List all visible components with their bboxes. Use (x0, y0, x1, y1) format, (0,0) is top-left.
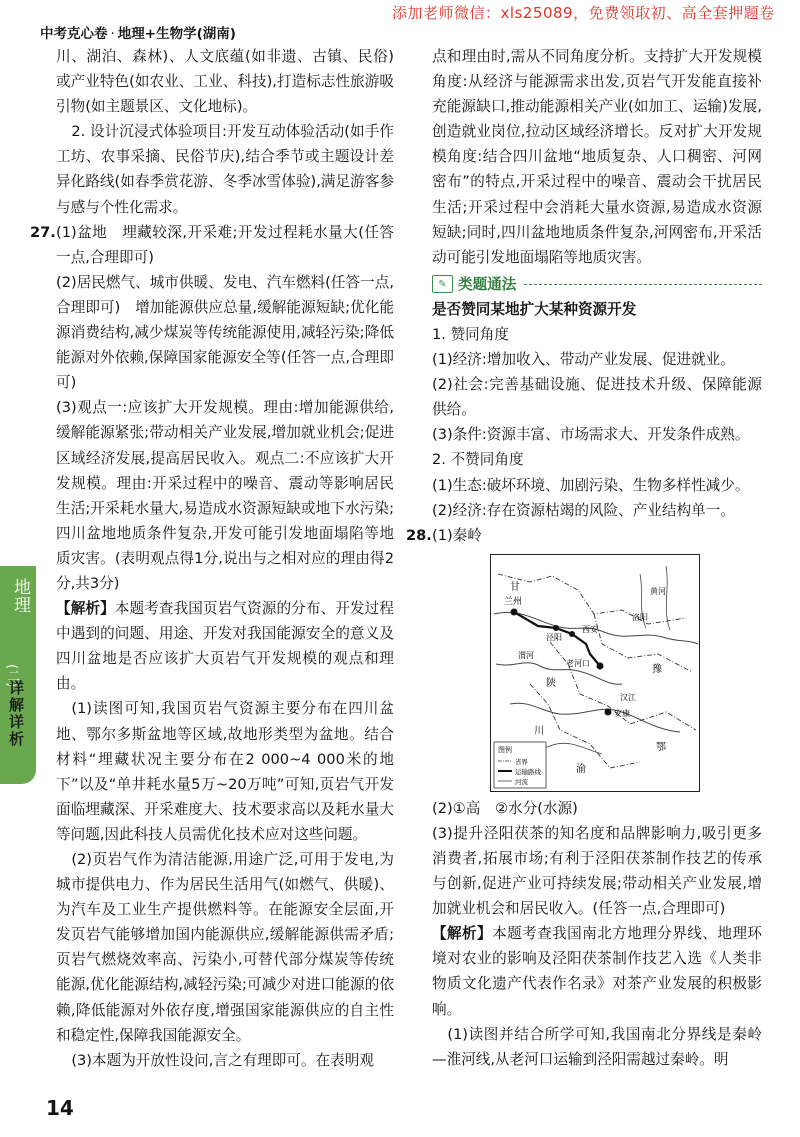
tips-title: 是否赞同某地扩大某种资源开发 (432, 300, 637, 318)
side-tab-title: 地理 (10, 578, 30, 614)
analysis-28-1: (1)读图并结合所学可知,我国南北分界线是秦岭—淮河线,从老河口运输到泾阳需越过秦岭。明 (432, 1025, 762, 1068)
header-separator: · (110, 26, 115, 42)
map-label: 豫 (652, 663, 662, 675)
analysis-28-text: 本题考查我国南北方地理分界线、地理环境对农业的影响及泾阳茯茶制作技艺入选《人类非物质文化遗产代表作名录》对茶产业发展的积极影响。 (432, 925, 762, 1018)
route-map (490, 554, 700, 792)
q27-answer-2: (2)居民燃气、城市供暖、发电、汽车燃料(任答一点,合理即可) 增加能源供应总量,缓解能源短缺;优化能源消费结构,减少煤炭等传统能源使用,减轻污染;降低能源对外依赖,保障国家能源安全等(任答一点,合理即可) (56, 273, 394, 392)
q28-number: 28. (406, 526, 432, 544)
right-column (406, 44, 762, 1072)
side-tab (0, 566, 36, 784)
tips-agree-3: (3)条件:资源丰富、市场需求大、开发条件成熟。 (432, 426, 750, 444)
city-dot-xian (569, 631, 575, 637)
map-label: 黄河 (650, 586, 666, 596)
analysis-27-2: (2)页岩气作为清洁能源,用途广泛,可用于发电,为城市提供电力、作为居民生活用气(如燃气、供暖)、为汽车及工业生产提供燃料等。在能源安全层面,开发页岩气能够增加国内能源供应,缓解能源供需矛盾;页岩气燃烧效率高、污染小,可替代部分煤炭等传统能源,优化能源结构,减轻污染;可减少对进口能源的依赖,降低能源对外依存度,增强国家能源供应的自主性和稳定性,保障我国能源安全。 (56, 851, 394, 1044)
map-label: 渝 (576, 763, 586, 775)
q27-number: 27. (30, 223, 56, 241)
q28-answer-1: (1)秦岭 (432, 526, 482, 544)
method-tips-bar (432, 272, 762, 297)
left-column (30, 44, 394, 1073)
tips-agree-heading: 1. 赞同角度 (432, 325, 509, 343)
tips-disagree-2: (2)经济:存在资源枯竭的风险、产业结构单一。 (432, 501, 735, 519)
subject-title: 地理+生物学(湖南) (117, 26, 236, 42)
q27-answer-1: (1)盆地 埋藏较深,开采难;开发过程耗水量大(任答一点,合理即可) (56, 223, 394, 266)
analysis-27-1: (1)读图可知,我国页岩气资源主要分布在四川盆地、鄂尔多斯盆地等区域,故地形类型为盆地。结合材料“埋藏状况主要分布在2 000~4 000米的地下”以及“单井耗水量5万~20万吨”可知,页岩气开发面临埋藏深、开采难度大、技术要求高以及耗水量大等问题,因此科技人员需优化技术应对这些问题。 (56, 700, 394, 843)
map-label: 西安 (582, 624, 598, 634)
analysis-27-text: 本题考查我国页岩气资源的分布、开发过程中遇到的问题、用途、开发对我国能源安全的意义及四川盆地是否应该扩大页岩气开发规模的观点和理由。 (56, 600, 394, 693)
analysis-27-cont: 点和理由时,需从不同角度分析。支持扩大开发规模角度:从经济与能源需求出发,页岩气开发能直接补充能源缺口,推动能源相关产业(如加工、运输)发展,创造就业岗位,拉动区域经济增长。反对扩大开发规模角度:结合四川盆地“地质复杂、人口稠密、河网密布”的特点,开采过程中的噪音、震动会干扰居民生活;开采过程中会消耗大量水资源,易造成水资源短缺;同时,四川盆地地质条件复杂,河网密布,开采活动可能引发地面塌陷等地质灾害。 (432, 48, 762, 266)
map-label: 汉江 (620, 692, 636, 702)
left-para-2: 2. 设计沉浸式体验项目:开发互动体验活动(如手作工坊、农事采摘、民俗节庆),结合季节或主题设计差异化路线(如春季赏花游、冬季冰雪体验),满足游客参与感与个性化需求。 (56, 123, 394, 216)
side-tab-sub: (二) (4, 664, 19, 688)
analysis-tag: 【解析】 (432, 925, 493, 943)
method-tips-label: 类题通法 (458, 275, 517, 293)
analysis-27-3: (3)本题为开放性设问,言之有理即可。在表明观 (71, 1051, 374, 1069)
side-caption: 详解详析 (7, 680, 25, 748)
legend-title: 图例 (498, 745, 512, 754)
q28-answer-2: (2)①高 ②水分(水源) (432, 799, 578, 817)
map-label: 安康 (614, 708, 630, 718)
city-dot-ankang (605, 708, 612, 715)
map-label: 陕 (546, 677, 556, 689)
analysis-27 (56, 596, 394, 696)
city-dot-jingyang (553, 625, 559, 631)
city-dot-laohekou (597, 662, 604, 669)
q27-answer-3: (3)观点一:应该扩大开发规模。理由:增加能源供给,缓解能源紧张;带动相关产业发展,增加就业机会;促进区域经济发展,提高居民收入。观点二:不应该扩大开发规模。理由:开采过程中的噪音、震动等影响居民生活;开采耗水量大,易造成水资源短缺或地下水污染;四川盆地地质条件复杂,开发可能引发地面塌陷等地质灾害。(表明观点得1分,说出与之相对应的理由得2分,共3分) (56, 399, 394, 592)
dashed-divider (524, 284, 762, 285)
analysis-tag: 【解析】 (56, 600, 115, 618)
left-para-1: 川、湖泊、森林)、人文底蕴(如非遗、古镇、民俗)或产业特色(如农业、工业、科技),打造标志性旅游吸引物(如主题景区、文化地标)。 (56, 48, 394, 116)
legend-item-border: 省界 (515, 757, 528, 766)
legend-item-river: 河流 (515, 777, 528, 786)
map-label: 老河口 (566, 658, 590, 668)
tips-agree-2: (2)社会:完善基础设施、促进技术升级、保障能源供给。 (432, 376, 762, 419)
watermark-text: 添加老师微信：xls25089，免费领取初、高全套押题卷 (392, 4, 775, 22)
map-label: 兰州 (504, 596, 523, 607)
map-label: 甘 (510, 581, 520, 593)
q28-part-1 (406, 523, 762, 548)
pen-book-icon: ✎ (432, 275, 453, 293)
q27-part-1 (30, 220, 394, 270)
map-label: 川 (534, 725, 544, 737)
q28-answer-3: (3)提升泾阳茯茶的知名度和品牌影响力,吸引更多消费者,拓展市场;有利于泾阳茯茶制作技艺的传承与创新,促进产业可持续发展;带动相关产业发展,增加就业机会和居民收入。(任答一点,合理即可) (432, 824, 762, 918)
map-label: 鄂 (656, 741, 666, 753)
tips-disagree-1: (1)生态:破坏环境、加剧污染、生物多样性减少。 (432, 476, 750, 494)
map-label: 渭河 (518, 650, 534, 660)
analysis-28 (432, 921, 762, 1021)
map-label: 泾阳 (546, 632, 562, 642)
tips-disagree-heading: 2. 不赞同角度 (432, 451, 524, 469)
page-number: 14 (46, 1096, 74, 1120)
brand-title: 中考克心卷 (40, 26, 108, 42)
map-label: 洛阳 (632, 612, 648, 622)
city-dot-lanzhou (511, 608, 518, 615)
legend-item-route: 运输路线 (515, 767, 541, 776)
tips-agree-1: (1)经济:增加收入、带动产业发展、促进就业。 (432, 351, 735, 369)
page-header (40, 22, 236, 42)
